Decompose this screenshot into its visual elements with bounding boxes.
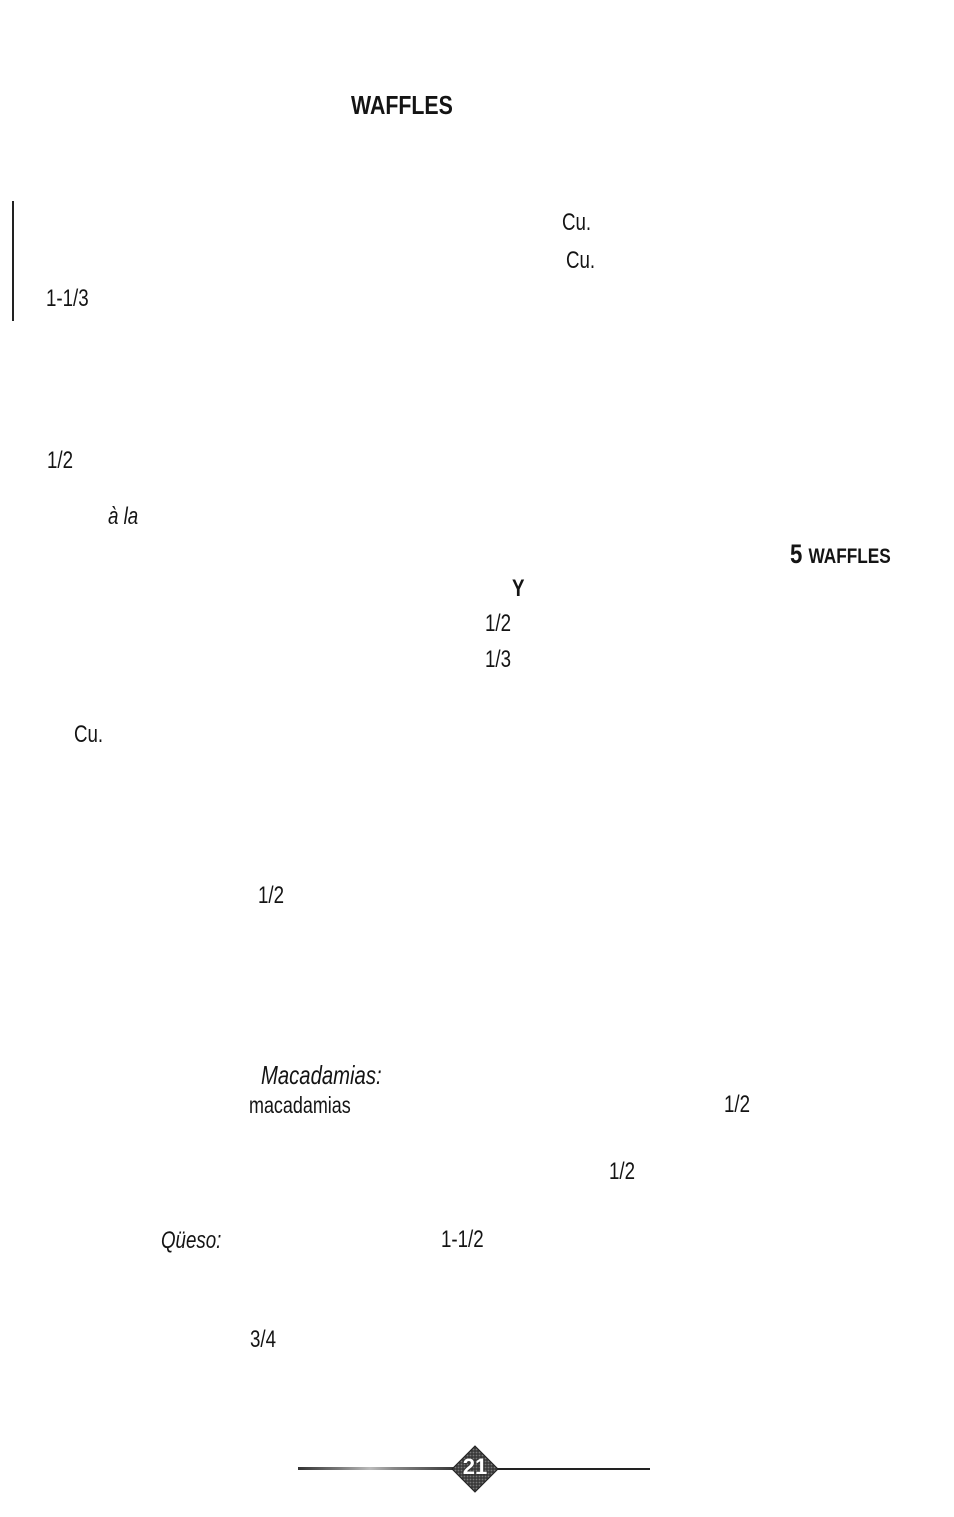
- cu-label-3: Cu.: [74, 721, 104, 748]
- queso-label: Qüeso:: [161, 1227, 222, 1254]
- heading-5-waffles: [790, 541, 891, 568]
- y-letter: Y: [512, 575, 525, 602]
- macadamias-word: macadamias: [249, 1092, 351, 1118]
- fraction-1-1-2: 1-1/2: [441, 1226, 484, 1253]
- page-number: 21: [462, 1454, 488, 1479]
- fraction-half-b: 1/2: [485, 610, 512, 637]
- fraction-half-a: 1/2: [47, 447, 74, 474]
- fraction-half-c: 1/2: [258, 882, 285, 909]
- heading-5-word: WAFFLES: [808, 545, 891, 568]
- footer-rule-left: [298, 1467, 458, 1470]
- heading-waffles-top: [351, 90, 453, 120]
- cu-label-1: Cu.: [562, 209, 592, 236]
- heading-5-number: 5: [790, 539, 803, 569]
- fraction-half-d: 1/2: [724, 1091, 751, 1118]
- fraction-third: 1/3: [485, 646, 512, 673]
- cu-label-2: Cu.: [566, 247, 596, 274]
- a-la-text: à la: [108, 503, 139, 530]
- fraction-half-e: 1/2: [609, 1158, 636, 1185]
- fraction-1-1-3: 1-1/3: [46, 285, 89, 312]
- heading-waffles-top-text: WAFFLES: [351, 90, 453, 120]
- margin-change-bar: [12, 201, 14, 321]
- fraction-three-quarters: 3/4: [250, 1326, 277, 1353]
- macadamias-label: Macadamias:: [261, 1060, 382, 1090]
- footer-rule-right: [488, 1468, 650, 1470]
